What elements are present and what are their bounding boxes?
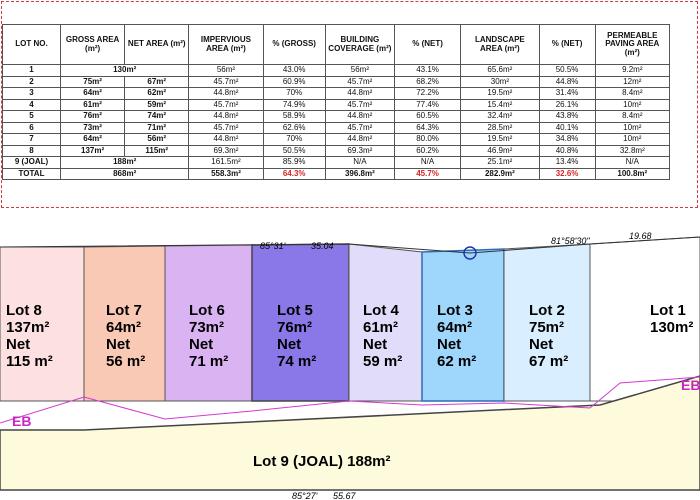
col-net-area: NET AREA (m²) (125, 25, 189, 65)
table-row (3, 157, 670, 169)
table-cell: 8.4m² (595, 111, 669, 123)
lot3-label-line: 62 m² (437, 353, 477, 370)
table-cell: 60.2% (394, 145, 460, 157)
table-cell: 9.2m² (595, 65, 669, 77)
lot6-label-line: Lot 6 (189, 302, 225, 319)
top-length-label: 35.04 (311, 241, 334, 251)
table-cell: 50.5% (539, 65, 595, 77)
table-cell: 76m² (61, 111, 125, 123)
table-cell: 45.7m² (325, 99, 394, 111)
table-cell: 64.3% (394, 122, 460, 134)
lot8-label-line: 115 m² (6, 353, 53, 370)
lot4-label-line: Net (363, 336, 388, 353)
table-cell: 115m² (125, 145, 189, 157)
table-cell: 46.9m² (461, 145, 539, 157)
table-header-row (3, 25, 670, 65)
table-cell: 44.8m² (325, 88, 394, 100)
table-row (3, 111, 670, 123)
col-pct-net: % (NET) (394, 25, 460, 65)
table-cell: TOTAL (3, 168, 61, 180)
table-cell: 56m² (325, 65, 394, 77)
table-row (3, 65, 670, 77)
right-length-label: 19.68 (629, 231, 652, 241)
table-cell: 64.3% (263, 168, 325, 180)
table-cell: N/A (595, 157, 669, 169)
bottom-bearing-label: 85°27' (292, 491, 318, 500)
right-bearing-label: 81°58'30" (551, 236, 590, 246)
table-cell: 69.3m² (325, 145, 394, 157)
table-cell: 60.5% (394, 111, 460, 123)
table-cell: 130m² (61, 65, 189, 77)
table-cell: 74m² (125, 111, 189, 123)
table-cell: 161.5m² (189, 157, 263, 169)
table-cell: 28.5m² (461, 122, 539, 134)
table-cell: 137m² (61, 145, 125, 157)
area-schedule-table (2, 24, 670, 180)
lot3-label-line: Lot 3 (437, 302, 473, 319)
top-bearing-label: 85°31' (260, 241, 286, 251)
col-permeable-paving: PERMEABLE PAVING AREA (m²) (595, 25, 669, 65)
table-cell: 12m² (595, 76, 669, 88)
col-pct-gross: % (GROSS) (263, 25, 325, 65)
col-gross-area: GROSS AREA (m²) (61, 25, 125, 65)
col-impervious-area: IMPERVIOUS AREA (m²) (189, 25, 263, 65)
bottom-length-label: 55.67 (333, 491, 356, 500)
table-cell: 19.5m² (461, 134, 539, 146)
table-cell: 56m² (189, 65, 263, 77)
table-cell: 13.4% (539, 157, 595, 169)
table-cell: 61m² (61, 99, 125, 111)
table-cell: 45.7m² (325, 76, 394, 88)
table-cell: 50.5% (263, 145, 325, 157)
table-cell: 9 (JOAL) (3, 157, 61, 169)
table-cell: 100.8m² (595, 168, 669, 180)
table-row (3, 76, 670, 88)
table-row (3, 88, 670, 100)
table-cell: 58.9% (263, 111, 325, 123)
col-pct-net-2: % (NET) (539, 25, 595, 65)
easement-label-right: EB (681, 377, 700, 393)
table-cell: 44.8m² (189, 111, 263, 123)
table-row (3, 134, 670, 146)
table-cell: 32.6% (539, 168, 595, 180)
table-cell: 60.9% (263, 76, 325, 88)
lot2-label-line: Lot 2 (529, 302, 565, 319)
table-cell: 5 (3, 111, 61, 123)
table-cell: 59m² (125, 99, 189, 111)
table-cell: 62.6% (263, 122, 325, 134)
table-cell: 45.7% (394, 168, 460, 180)
table-cell: 44.8m² (189, 134, 263, 146)
table-cell: 72.2% (394, 88, 460, 100)
lot2-label-line: 75m² (529, 319, 565, 336)
lot8-label-line: 137m² (6, 319, 50, 336)
table-cell: 25.1m² (461, 157, 539, 169)
table-cell: 34.8% (539, 134, 595, 146)
lot4-label-line: Lot 4 (363, 302, 399, 319)
table-cell: 43.8% (539, 111, 595, 123)
table-cell: 64m² (61, 134, 125, 146)
col-lot-no: LOT NO. (3, 25, 61, 65)
table-cell: 43.0% (263, 65, 325, 77)
table-cell: 45.7m² (189, 122, 263, 134)
table-cell: 4 (3, 99, 61, 111)
lot5-label-line: 74 m² (277, 353, 317, 370)
table-cell: 6 (3, 122, 61, 134)
table-cell: 32.4m² (461, 111, 539, 123)
table-cell: 43.1% (394, 65, 460, 77)
table-cell: 1 (3, 65, 61, 77)
table-cell: 19.5m² (461, 88, 539, 100)
lot5-label-line: Lot 5 (277, 302, 313, 319)
lot7-label-line: Lot 7 (106, 302, 142, 319)
lot3-label-line: 64m² (437, 319, 473, 336)
table-cell: 558.3m² (189, 168, 263, 180)
table-cell: 30m² (461, 76, 539, 88)
lot9-joal-label: Lot 9 (JOAL) 188m² (253, 453, 391, 470)
table-cell: 56m² (125, 134, 189, 146)
table-cell: 45.7m² (325, 122, 394, 134)
table-cell: 65.6m² (461, 65, 539, 77)
table-cell: 31.4% (539, 88, 595, 100)
table-cell: 77.4% (394, 99, 460, 111)
table-cell: 868m² (61, 168, 189, 180)
table-cell: 69.3m² (189, 145, 263, 157)
table-cell: 75m² (61, 76, 125, 88)
table-cell: 2 (3, 76, 61, 88)
table-cell: 73m² (61, 122, 125, 134)
table-row (3, 99, 670, 111)
table-cell: 44.8m² (325, 134, 394, 146)
table-cell: 74.9% (263, 99, 325, 111)
lot8-label-line: Net (6, 336, 31, 353)
table-cell: 67m² (125, 76, 189, 88)
lot7-label-line: 64m² (106, 319, 142, 336)
table-total-row (3, 168, 670, 180)
table-cell: 26.1% (539, 99, 595, 111)
easement-label-left: EB (12, 413, 32, 429)
table-cell: 32.8m² (595, 145, 669, 157)
table-cell: 44.8m² (189, 88, 263, 100)
lot5-label-line: 76m² (277, 319, 313, 336)
table-cell: 7 (3, 134, 61, 146)
subdivision-plan (0, 225, 700, 500)
lot4-label-line: 59 m² (363, 353, 403, 370)
table-cell: 40.1% (539, 122, 595, 134)
table-cell: 44.8m² (325, 111, 394, 123)
lot2-label-line: Net (529, 336, 554, 353)
lot8-label-line: Lot 8 (6, 302, 42, 319)
table-cell: 45.7m² (189, 99, 263, 111)
lot7-label-line: 56 m² (106, 353, 146, 370)
table-cell: 70% (263, 88, 325, 100)
table-cell: 3 (3, 88, 61, 100)
lot5-label-line: Net (277, 336, 302, 353)
lot4-label-line: 61m² (363, 319, 399, 336)
lot1-label-line: 130m² (650, 319, 694, 336)
lot1-label-line: Lot 1 (650, 302, 686, 319)
table-cell: 40.8% (539, 145, 595, 157)
table-cell: 10m² (595, 99, 669, 111)
table-body (3, 65, 670, 180)
table-cell: 80.0% (394, 134, 460, 146)
table-cell: 8 (3, 145, 61, 157)
table-cell: 70% (263, 134, 325, 146)
lot6-label-line: Net (189, 336, 214, 353)
table-cell: 68.2% (394, 76, 460, 88)
table-cell: N/A (394, 157, 460, 169)
table-cell: 282.9m² (461, 168, 539, 180)
lot3-label-line: Net (437, 336, 462, 353)
table-cell: 45.7m² (189, 76, 263, 88)
table-cell: 71m² (125, 122, 189, 134)
col-landscape-area: LANDSCAPE AREA (m²) (461, 25, 539, 65)
table-cell: 85.9% (263, 157, 325, 169)
table-cell: 8.4m² (595, 88, 669, 100)
table-cell: N/A (325, 157, 394, 169)
lot7-label-line: Net (106, 336, 131, 353)
table-cell: 15.4m² (461, 99, 539, 111)
lot2-label-line: 67 m² (529, 353, 569, 370)
table-cell: 10m² (595, 134, 669, 146)
table-cell: 64m² (61, 88, 125, 100)
table-cell: 396.8m² (325, 168, 394, 180)
table-cell: 44.8% (539, 76, 595, 88)
table-cell: 188m² (61, 157, 189, 169)
lot6-label-line: 73m² (189, 319, 225, 336)
table-row (3, 122, 670, 134)
table-row (3, 145, 670, 157)
table-cell: 10m² (595, 122, 669, 134)
col-building-coverage: BUILDING COVERAGE (m²) (325, 25, 394, 65)
lot6-label-line: 71 m² (189, 353, 229, 370)
table-cell: 62m² (125, 88, 189, 100)
